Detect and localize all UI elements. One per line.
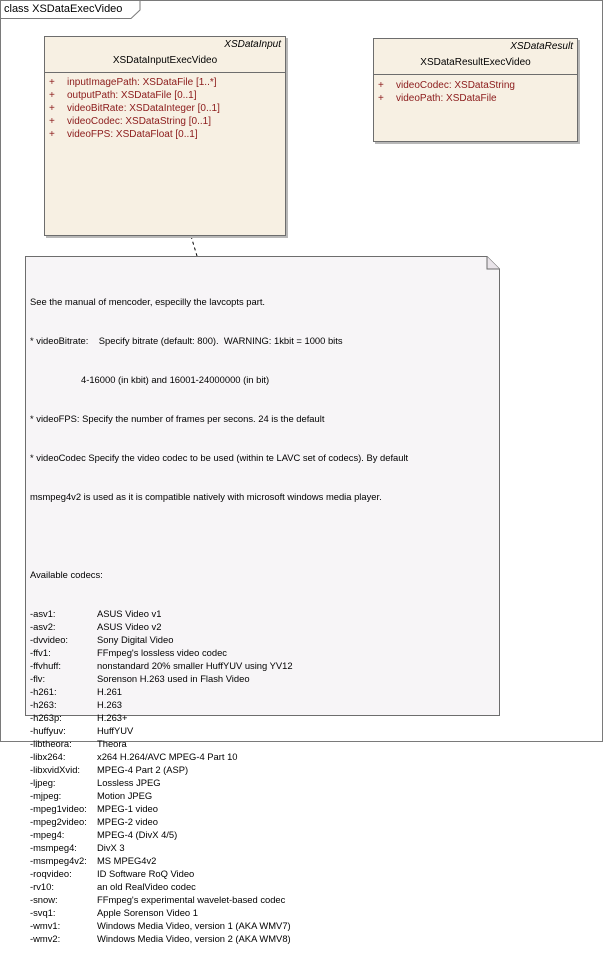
codec-key: -libx264: — [30, 751, 66, 762]
note-line: * videoBitrate: Specify bitrate (default: 800). WARNING: 1kbit = 1000 bits — [30, 335, 343, 346]
codec-key: -rv10: — [30, 881, 54, 892]
codec-key: -huffyuv: — [30, 725, 66, 736]
visibility-marker: + — [378, 93, 384, 104]
codec-description: Windows Media Video, version 2 (AKA WMV8) — [97, 933, 291, 944]
codec-row — [30, 880, 408, 893]
codec-row — [30, 763, 408, 776]
codec-row — [30, 633, 408, 646]
class-attribute — [49, 115, 220, 128]
codec-description: MPEG-4 Part 2 (ASP) — [97, 764, 189, 775]
codec-row — [30, 659, 408, 672]
codec-description: FFmpeg's experimental wavelet-based codec — [97, 894, 286, 905]
codec-description: ID Software RoQ Video — [97, 868, 195, 879]
codec-row — [30, 672, 408, 685]
codec-key: -h261: — [30, 686, 57, 697]
codec-row — [30, 607, 408, 620]
codec-row — [30, 815, 408, 828]
codec-key: -libtheora: — [30, 738, 72, 749]
codec-row — [30, 919, 408, 932]
codec-row — [30, 776, 408, 789]
codec-description: MPEG-1 video — [97, 803, 158, 814]
codec-description: H.263 — [97, 699, 123, 710]
attribute-list — [378, 79, 515, 105]
codec-description: MS MPEG4v2 — [97, 855, 157, 866]
frame-title: class XSDataExecVideo — [4, 3, 123, 15]
codec-row — [30, 698, 408, 711]
note-text — [30, 269, 408, 971]
class-xsdatainputexecvideo[interactable] — [44, 36, 286, 236]
visibility-marker: + — [378, 80, 384, 91]
codec-description: FFmpeg's lossless video codec — [97, 647, 227, 658]
codec-key: -libxvidXvid: — [30, 764, 81, 775]
class-separator — [374, 74, 577, 75]
visibility-marker: + — [49, 116, 55, 127]
codec-row — [30, 854, 408, 867]
attribute-text: videoCodec: XSDataString — [396, 80, 515, 91]
codec-row — [30, 893, 408, 906]
codec-row — [30, 620, 408, 633]
attribute-text: videoPath: XSDataFile — [396, 93, 497, 104]
codec-description: Motion JPEG — [97, 790, 153, 801]
codec-description: nonstandard 20% smaller HuffYUV using YV12 — [97, 660, 293, 671]
codec-row — [30, 789, 408, 802]
codec-list — [30, 607, 408, 945]
codec-description: Windows Media Video, version 1 (AKA WMV7) — [97, 920, 291, 931]
codec-description: HuffYUV — [97, 725, 134, 736]
codec-row — [30, 932, 408, 945]
attribute-text: videoCodec: XSDataString [0..1] — [67, 116, 211, 127]
codec-key: -h263p: — [30, 712, 62, 723]
codec-key: -msmpeg4: — [30, 842, 77, 853]
codec-row — [30, 828, 408, 841]
codec-row — [30, 724, 408, 737]
codec-row — [30, 841, 408, 854]
codec-key: -mpeg2video: — [30, 816, 87, 827]
codec-description: H.263+ — [97, 712, 128, 723]
note-blank-line — [30, 529, 408, 542]
note-line: 4-16000 (in kbit) and 16001-24000000 (in bit) — [81, 374, 270, 385]
codec-key: -wmv1: — [30, 920, 61, 931]
codec-key: -h263: — [30, 699, 57, 710]
codec-key: -asv2: — [30, 621, 56, 632]
class-stereotype: XSDataInput — [224, 39, 281, 50]
visibility-marker: + — [49, 90, 55, 101]
codec-row — [30, 685, 408, 698]
codec-description: an old RealVideo codec — [97, 881, 196, 892]
codec-description: Sorenson H.263 used in Flash Video — [97, 673, 250, 684]
note-line: * videoFPS: Specify the number of frames per secons. 24 is the default — [30, 413, 325, 424]
visibility-marker: + — [49, 129, 55, 140]
codec-key: -msmpeg4v2: — [30, 855, 87, 866]
codec-row — [30, 906, 408, 919]
codec-key: -asv1: — [30, 608, 56, 619]
class-separator — [45, 72, 285, 73]
codec-key: -ljpeg: — [30, 777, 56, 788]
class-attribute — [49, 89, 220, 102]
class-stereotype: XSDataResult — [510, 41, 573, 52]
codec-row — [30, 646, 408, 659]
class-attribute — [49, 102, 220, 115]
codec-key: -dvvideo: — [30, 634, 69, 645]
class-attribute — [378, 79, 515, 92]
codec-key: -flv: — [30, 673, 46, 684]
codec-key: -ffvhuff: — [30, 660, 61, 671]
attribute-text: videoBitRate: XSDataInteger [0..1] — [67, 103, 220, 114]
codec-description: Lossless JPEG — [97, 777, 161, 788]
attribute-text: videoFPS: XSDataFloat [0..1] — [67, 129, 198, 140]
codec-key: -wmv2: — [30, 933, 61, 944]
codec-description: H.261 — [97, 686, 123, 697]
codec-row — [30, 737, 408, 750]
codec-key: -ffv1: — [30, 647, 51, 658]
codec-description: MPEG-4 (DivX 4/5) — [97, 829, 178, 840]
note-line: msmpeg4v2 is used as it is compatible natively with microsoft windows media player. — [30, 491, 382, 502]
attribute-text: inputImagePath: XSDataFile [1..*] — [67, 77, 217, 88]
codec-key: -snow: — [30, 894, 58, 905]
codec-row — [30, 750, 408, 763]
attribute-text: outputPath: XSDataFile [0..1] — [67, 90, 197, 101]
codec-description: Apple Sorenson Video 1 — [97, 907, 198, 918]
attribute-list — [49, 76, 220, 141]
codec-key: -mpeg1video: — [30, 803, 87, 814]
codec-row — [30, 867, 408, 880]
note[interactable] — [25, 256, 499, 944]
codec-key: -mjpeg: — [30, 790, 62, 801]
codec-key: -roqvideo: — [30, 868, 72, 879]
note-line: See the manual of mencoder, especilly the lavcopts part. — [30, 296, 266, 307]
codec-description: DivX 3 — [97, 842, 125, 853]
class-attribute — [49, 128, 220, 141]
codec-description: x264 H.264/AVC MPEG-4 Part 10 — [97, 751, 238, 762]
codec-description: Sony Digital Video — [97, 634, 174, 645]
codec-row — [30, 802, 408, 815]
codec-description: MPEG-2 video — [97, 816, 158, 827]
codec-description: ASUS Video v2 — [97, 621, 162, 632]
visibility-marker: + — [49, 77, 55, 88]
codec-key: -mpeg4: — [30, 829, 65, 840]
codec-description: Theora — [97, 738, 127, 749]
note-line: * videoCodec Specify the video codec to be used (within te LAVC set of codecs). By default — [30, 452, 409, 463]
codec-row — [30, 711, 408, 724]
class-attribute — [49, 76, 220, 89]
visibility-marker: + — [49, 103, 55, 114]
class-name: XSDataResultExecVideo — [420, 57, 531, 68]
class-attribute — [378, 92, 515, 105]
codec-key: -svq1: — [30, 907, 56, 918]
class-xsdataresultexecvideo[interactable] — [373, 38, 578, 142]
codecs-heading: Available codecs: — [30, 569, 103, 580]
codec-description: ASUS Video v1 — [97, 608, 162, 619]
class-name: XSDataInputExecVideo — [112, 55, 218, 66]
